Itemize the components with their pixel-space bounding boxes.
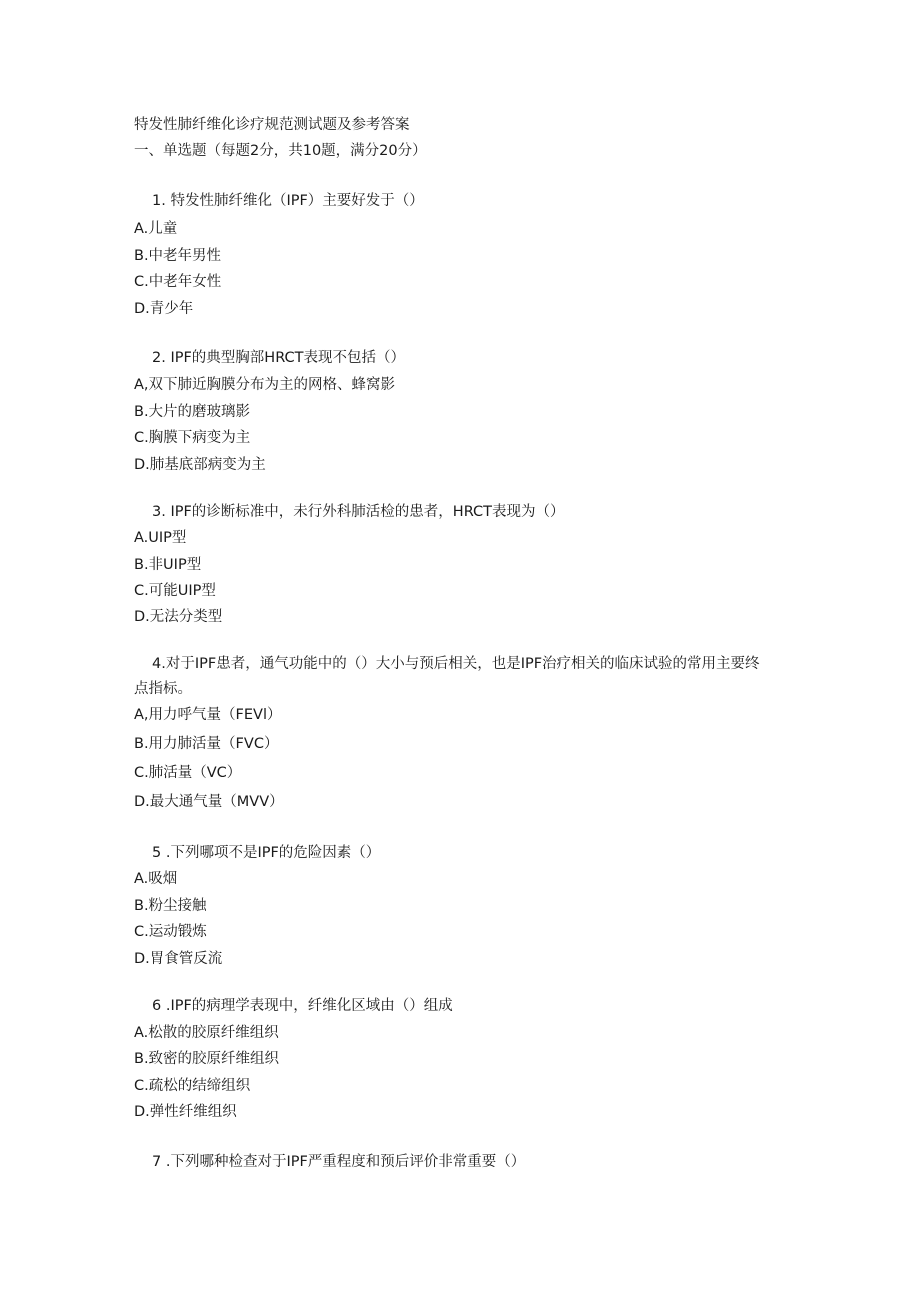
question-2-option-a: A,双下肺近胸膜分布为主的网格、蜂窝影 — [134, 377, 396, 393]
question-6-option-c: C.疏松的结缔组织 — [134, 1078, 251, 1094]
question-5-option-c: C.运动锻炼 — [134, 924, 207, 940]
question-6-option-a: A.松散的胶原纤维组织 — [134, 1025, 279, 1041]
question-3-option-a: A.UIP型 — [134, 530, 187, 546]
question-4-stem-line-2: 点指标。 — [134, 681, 192, 697]
question-3-option-c: C.可能UIP型 — [134, 583, 216, 599]
question-2-option-c: C.胸膜下病变为主 — [134, 430, 251, 446]
question-4-option-c: C.肺活量（VC） — [134, 765, 242, 781]
question-5-option-d: D.胃食管反流 — [134, 951, 223, 967]
question-2-option-b: B.大片的磨玻璃影 — [134, 404, 251, 420]
question-5-option-b: B.粉尘接触 — [134, 898, 207, 914]
question-1-option-b: B.中老年男性 — [134, 248, 222, 264]
question-6-stem: 6 .IPF的病理学表现中，纤维化区域由（）组成 — [152, 998, 453, 1014]
question-1-option-a: A.儿童 — [134, 221, 178, 237]
question-4-option-b: B.用力肺活量（FVC） — [134, 736, 279, 752]
question-7-stem: 7 .下列哪种检查对于IPF严重程度和预后评价非常重要（） — [152, 1154, 526, 1170]
question-3-option-b: B.非UIP型 — [134, 557, 202, 573]
document-title: 特发性肺纤维化诊疗规范测试题及参考答案 — [134, 117, 410, 133]
question-1-stem: 1. 特发性肺纤维化（IPF）主要好发于（） — [152, 193, 424, 209]
question-4-option-a: A,用力呼气量（FEVl） — [134, 707, 282, 723]
question-3-stem: 3. IPF的诊断标准中，未行外科肺活检的患者，HRCT表现为（） — [152, 504, 565, 520]
question-2-option-d: D.肺基底部病变为主 — [134, 457, 266, 473]
question-1-option-d: D.青少年 — [134, 301, 194, 317]
question-4-option-d: D.最大通气量（MVV） — [134, 794, 284, 810]
section-heading: 一、单选题（每题2分，共10题，满分20分） — [134, 143, 427, 159]
question-5-stem: 5 .下列哪项不是IPF的危险因素（） — [152, 845, 381, 861]
question-3-option-d: D.无法分类型 — [134, 609, 223, 625]
question-2-stem: 2. IPF的典型胸部HRCT表现不包括（） — [152, 350, 406, 366]
question-5-option-a: A.吸烟 — [134, 871, 178, 887]
question-6-option-d: D.弹性纤维组织 — [134, 1104, 237, 1120]
question-6-option-b: B.致密的胶原纤维组织 — [134, 1051, 280, 1067]
question-1-option-c: C.中老年女性 — [134, 274, 222, 290]
question-4-stem-line-1: 4.对于IPF患者，通气功能中的（）大小与预后相关，也是IPF治疗相关的临床试验的常用主要终 — [152, 656, 760, 672]
